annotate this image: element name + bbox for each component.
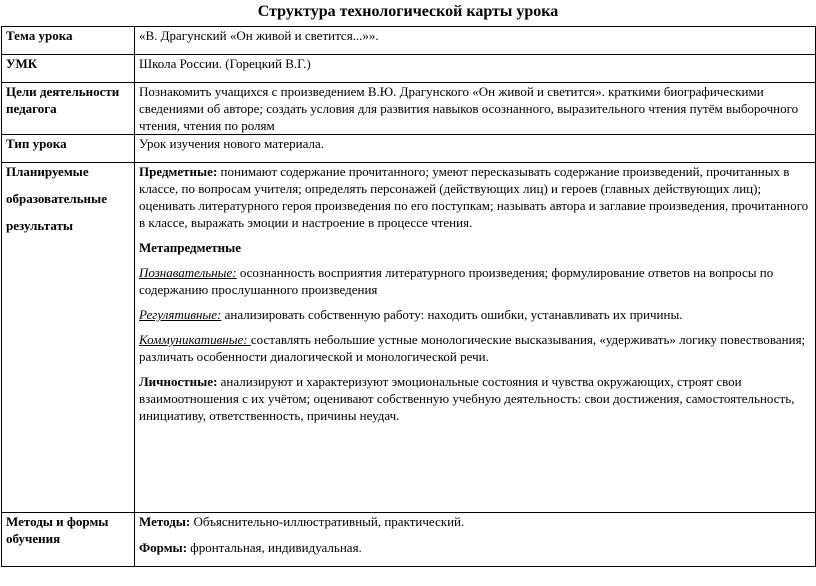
- table-row-methods: [2, 513, 816, 567]
- type-label: Тип урока: [2, 135, 135, 163]
- results-label-line-1: Планируемые: [6, 164, 89, 179]
- table-row-umk: [2, 55, 816, 83]
- cognitive-heading: Познавательные:: [139, 265, 237, 280]
- results-label-line-3: результаты: [6, 218, 74, 233]
- table-row-type: [2, 135, 816, 163]
- subject-text: понимают содержание прочитанного; умеют пересказывать содержание произведений, прочитанных в классе, по вопросам учителя; определять персонажей (действующих лиц) и героев (главных действующих лиц); оценивать литературного героя произведения по его поступкам; называть автора и заглавие произведения, прочитанного в классе, выражать эмоции и настроение в процессе чтения.: [139, 164, 809, 230]
- methods-text: Объяснительно-иллюстративный, практический.: [190, 514, 465, 529]
- forms-line: [139, 539, 811, 556]
- topic-value: «В. Драгунский «Он живой и светится...»».: [135, 27, 816, 55]
- umk-value: Школа России. (Горецкий В.Г.): [135, 55, 816, 83]
- methods-line: [139, 513, 811, 530]
- regulative-results: [139, 306, 811, 323]
- regulative-heading: Регулятивные:: [139, 307, 222, 322]
- personal-text: анализируют и характеризуют эмоциональные состояния и чувства окружающих, строят свои взаимоотношения с их учётом; оценивают собственную учебную деятельность: свои достижения, самостоятельность, инициативу, ответственность, причины неудач.: [139, 374, 795, 423]
- type-value: Урок изучения нового материала.: [135, 135, 816, 163]
- communicative-text: составлять небольшие устные монологические высказывания, «удерживать» логику повествования; различать особенности диалогической и монологической речи.: [139, 332, 806, 364]
- table-row-results: [2, 163, 816, 513]
- methods-label: Методы и формы обучения: [2, 513, 135, 567]
- personal-heading: Личностные:: [139, 374, 218, 389]
- personal-results: [139, 373, 811, 424]
- cognitive-text: осознанность восприятия литературного произведения; формулирование ответов на вопросы по содержанию прослушанного произведения: [139, 265, 774, 297]
- forms-heading: Формы:: [139, 540, 188, 555]
- communicative-results: [139, 331, 811, 365]
- results-label-line-2: образовательные: [6, 191, 107, 206]
- goals-value: Познакомить учащихся с произведением В.Ю. Драгунского «Он живой и светится». краткими биографическими сведениями об авторе; создать условия для развития навыков осознанного, выразительного чтения путём выборочного чтения, чтения по ролям: [135, 83, 816, 135]
- goals-label: Цели деятельности педагога: [2, 83, 135, 135]
- cognitive-results: [139, 264, 811, 298]
- table-row-goals: [2, 83, 816, 135]
- page-title: Структура технологической карты урока: [257, 3, 559, 20]
- forms-text: фронтальная, индивидуальная.: [187, 540, 362, 555]
- subject-heading: Предметные:: [139, 164, 218, 179]
- subject-results: [139, 163, 811, 231]
- results-value: [135, 163, 816, 513]
- meta-heading: Метапредметные: [139, 240, 242, 255]
- regulative-text: анализировать собственную работу: находить ошибки, устанавливать их причины.: [221, 307, 683, 322]
- umk-label: УМК: [2, 55, 135, 83]
- methods-value: [135, 513, 816, 567]
- topic-label: Тема урока: [2, 27, 135, 55]
- communicative-heading: Коммуникативные:: [139, 332, 251, 347]
- methods-heading: Методы:: [139, 514, 191, 529]
- lesson-structure-table: [1, 26, 816, 567]
- table-row-topic: [2, 27, 816, 55]
- results-label: [2, 163, 135, 513]
